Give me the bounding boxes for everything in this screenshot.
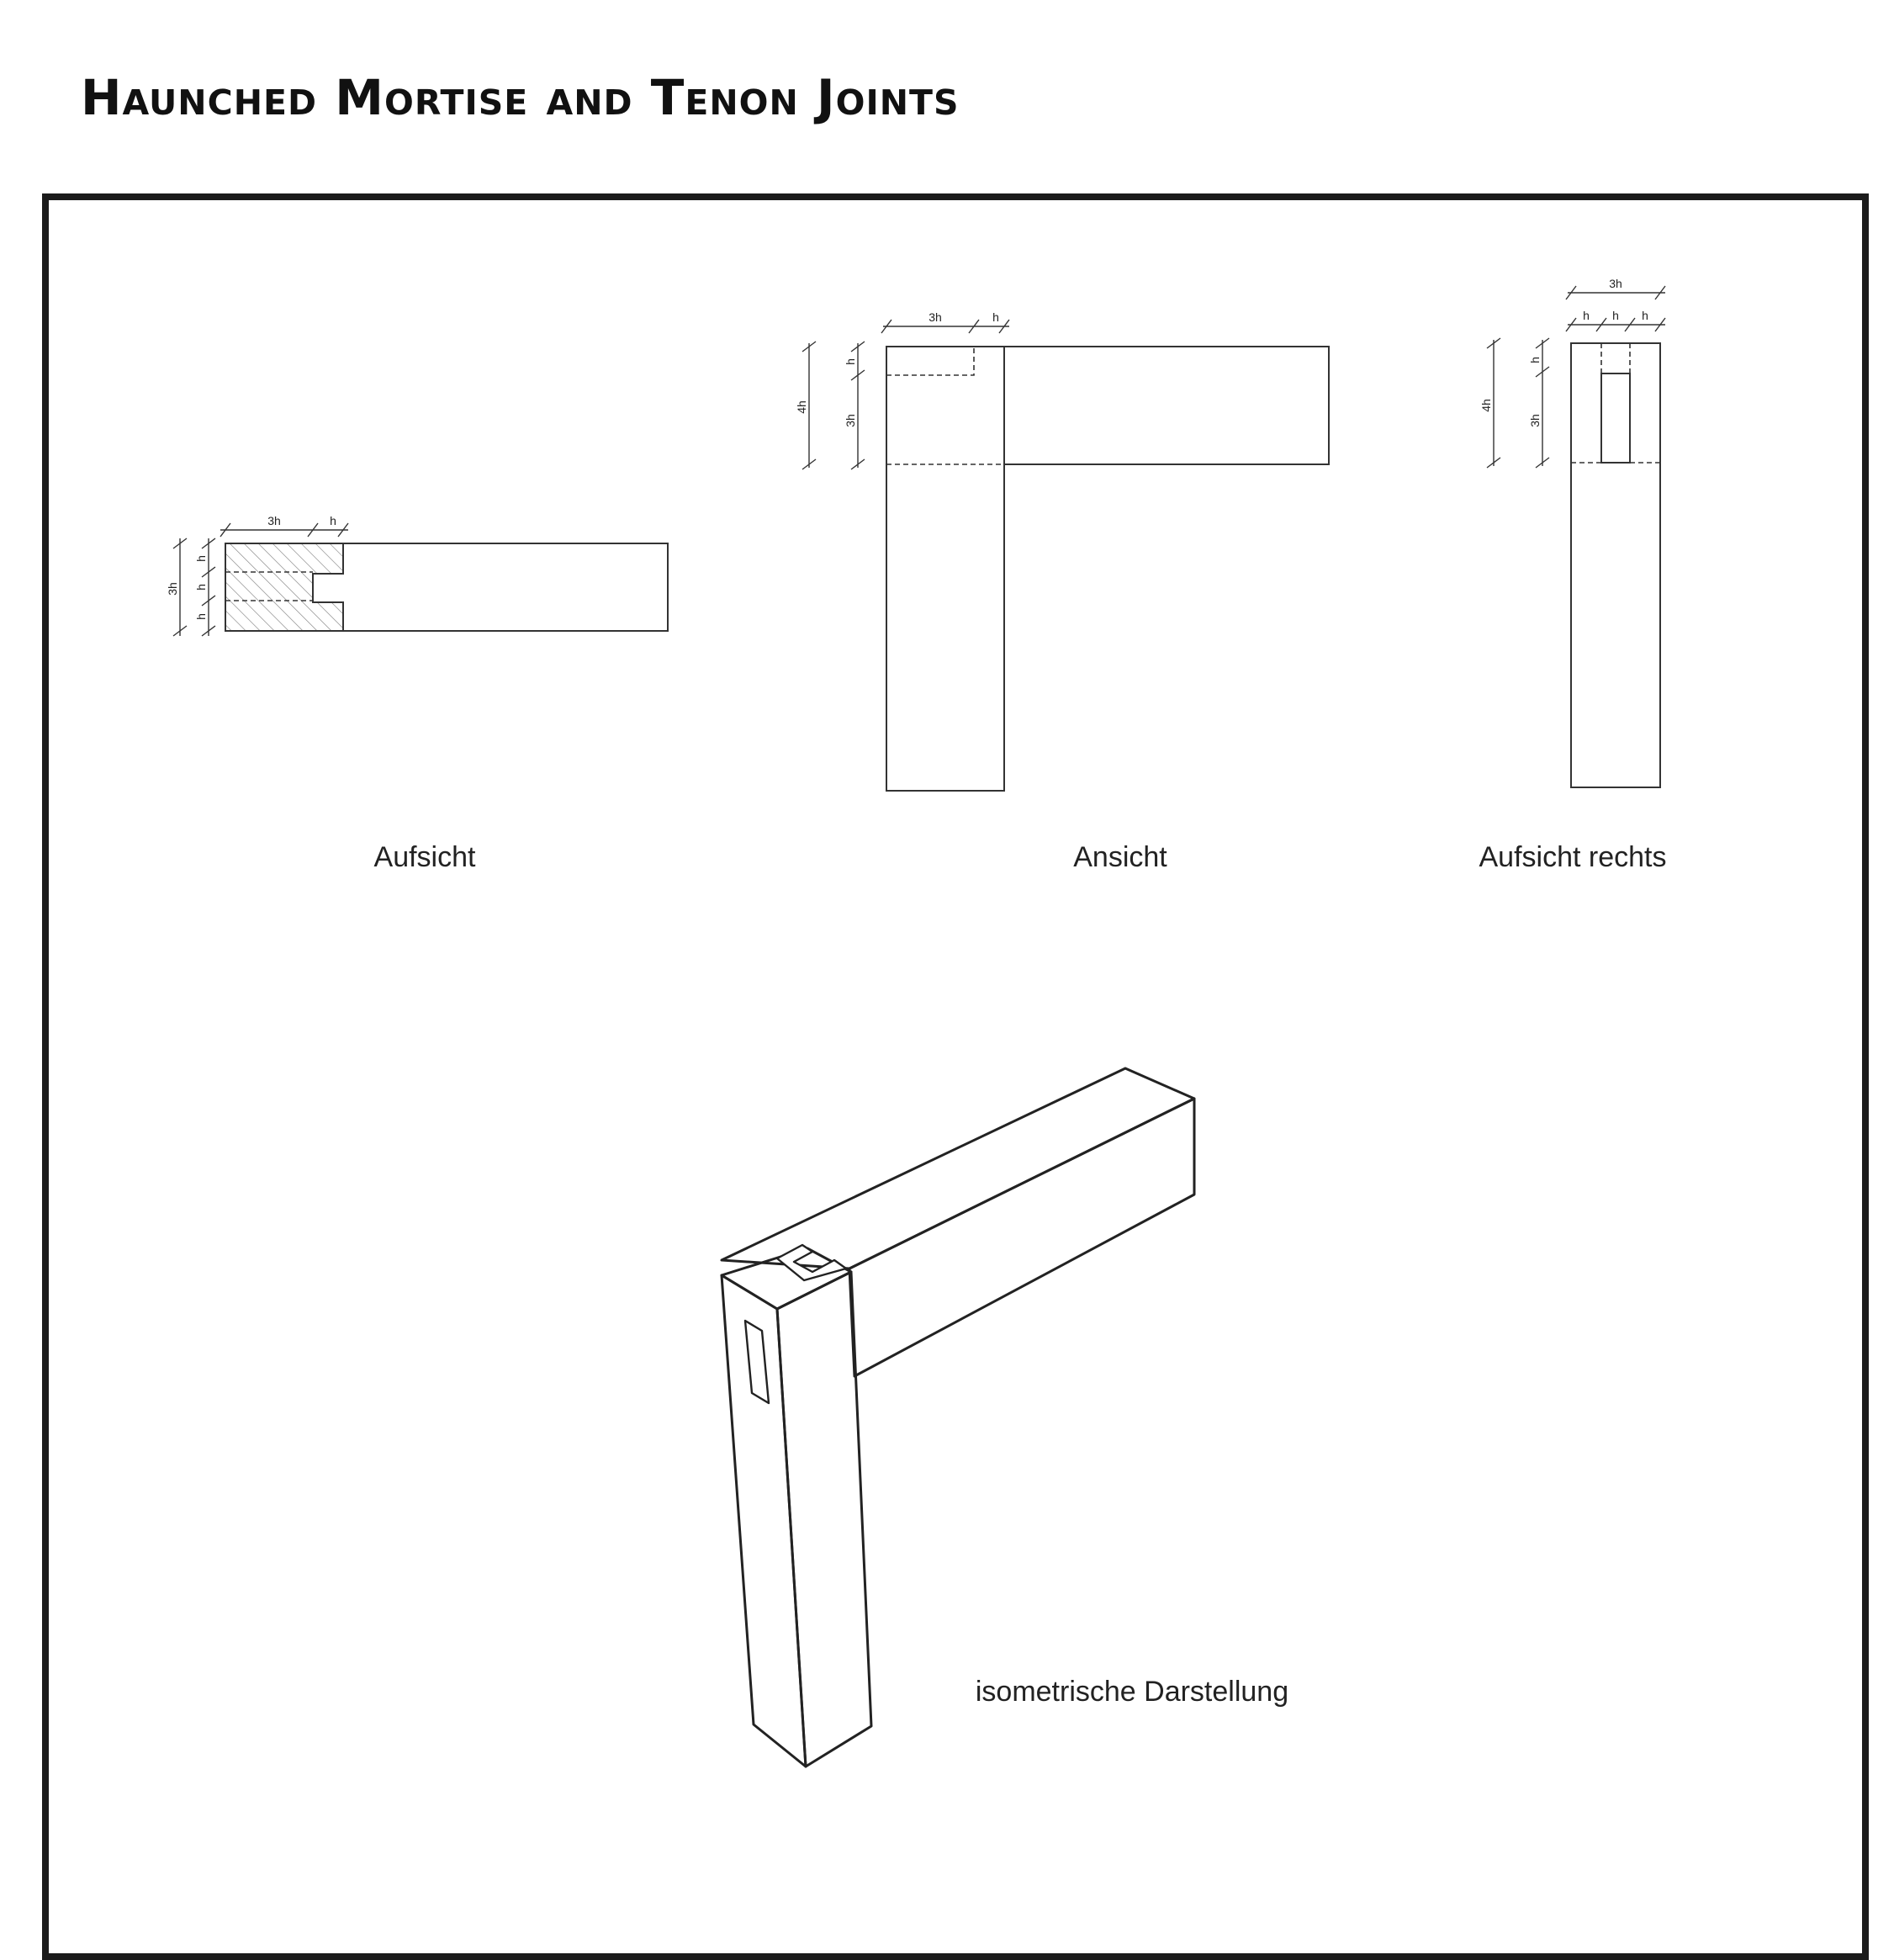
top-dim-3h: 3h <box>267 514 281 527</box>
top-dim-h: h <box>330 514 336 527</box>
side-dim-h-2: h <box>1612 309 1619 322</box>
side-dim-h-3: h <box>1642 309 1648 322</box>
side-view-label: Aufsicht rechts <box>1479 841 1667 873</box>
side-view-dimension-vertical <box>1479 338 1549 468</box>
side-view-dimension-horizontal <box>1566 277 1665 331</box>
front-dim-h: h <box>992 310 999 324</box>
top-dim-h-3: h <box>194 613 208 620</box>
front-view-post <box>886 347 1004 791</box>
front-dim-h: h <box>844 358 857 365</box>
front-dim-3h-vertical: 3h <box>844 414 857 427</box>
page-title: Haunched Mortise and Tenon Joints <box>81 69 960 126</box>
isometric-view-label: isometrische Darstellung <box>975 1676 1289 1708</box>
front-dim-4h: 4h <box>795 400 808 414</box>
front-dim-3h: 3h <box>928 310 942 324</box>
top-view-hatched-tenon <box>225 543 343 631</box>
side-dim-3h-vertical: 3h <box>1528 414 1542 427</box>
iso-rail-top-face <box>722 1068 1194 1269</box>
side-view <box>1479 277 1667 873</box>
iso-mortise-slot <box>745 1321 769 1403</box>
top-view-dimension-vertical <box>166 538 215 636</box>
top-dim-h-1: h <box>194 555 208 562</box>
front-view-haunch-dashed <box>886 347 974 375</box>
side-view-hatched-tenon <box>1601 373 1630 463</box>
front-view-rail <box>1004 347 1329 464</box>
top-dim-h-2: h <box>194 584 208 591</box>
front-view <box>795 310 1329 873</box>
top-dim-3h-vertical: 3h <box>166 582 179 596</box>
side-dim-3h: 3h <box>1609 277 1622 290</box>
side-view-post <box>1571 343 1660 787</box>
iso-post-right-face <box>777 1272 871 1767</box>
front-view-dimension-horizontal <box>881 310 1009 333</box>
top-view <box>166 514 668 873</box>
side-dim-h-1: h <box>1583 309 1590 322</box>
top-view-dimension-horizontal <box>220 514 348 537</box>
iso-rail-front-face <box>849 1099 1194 1376</box>
front-view-dimension-vertical <box>795 342 865 469</box>
top-view-label: Aufsicht <box>373 841 476 873</box>
front-view-label: Ansicht <box>1073 841 1167 873</box>
isometric-view <box>722 1068 1288 1767</box>
side-dim-h: h <box>1528 357 1542 363</box>
side-dim-4h: 4h <box>1479 399 1493 412</box>
iso-haunch-notch <box>777 1245 846 1280</box>
